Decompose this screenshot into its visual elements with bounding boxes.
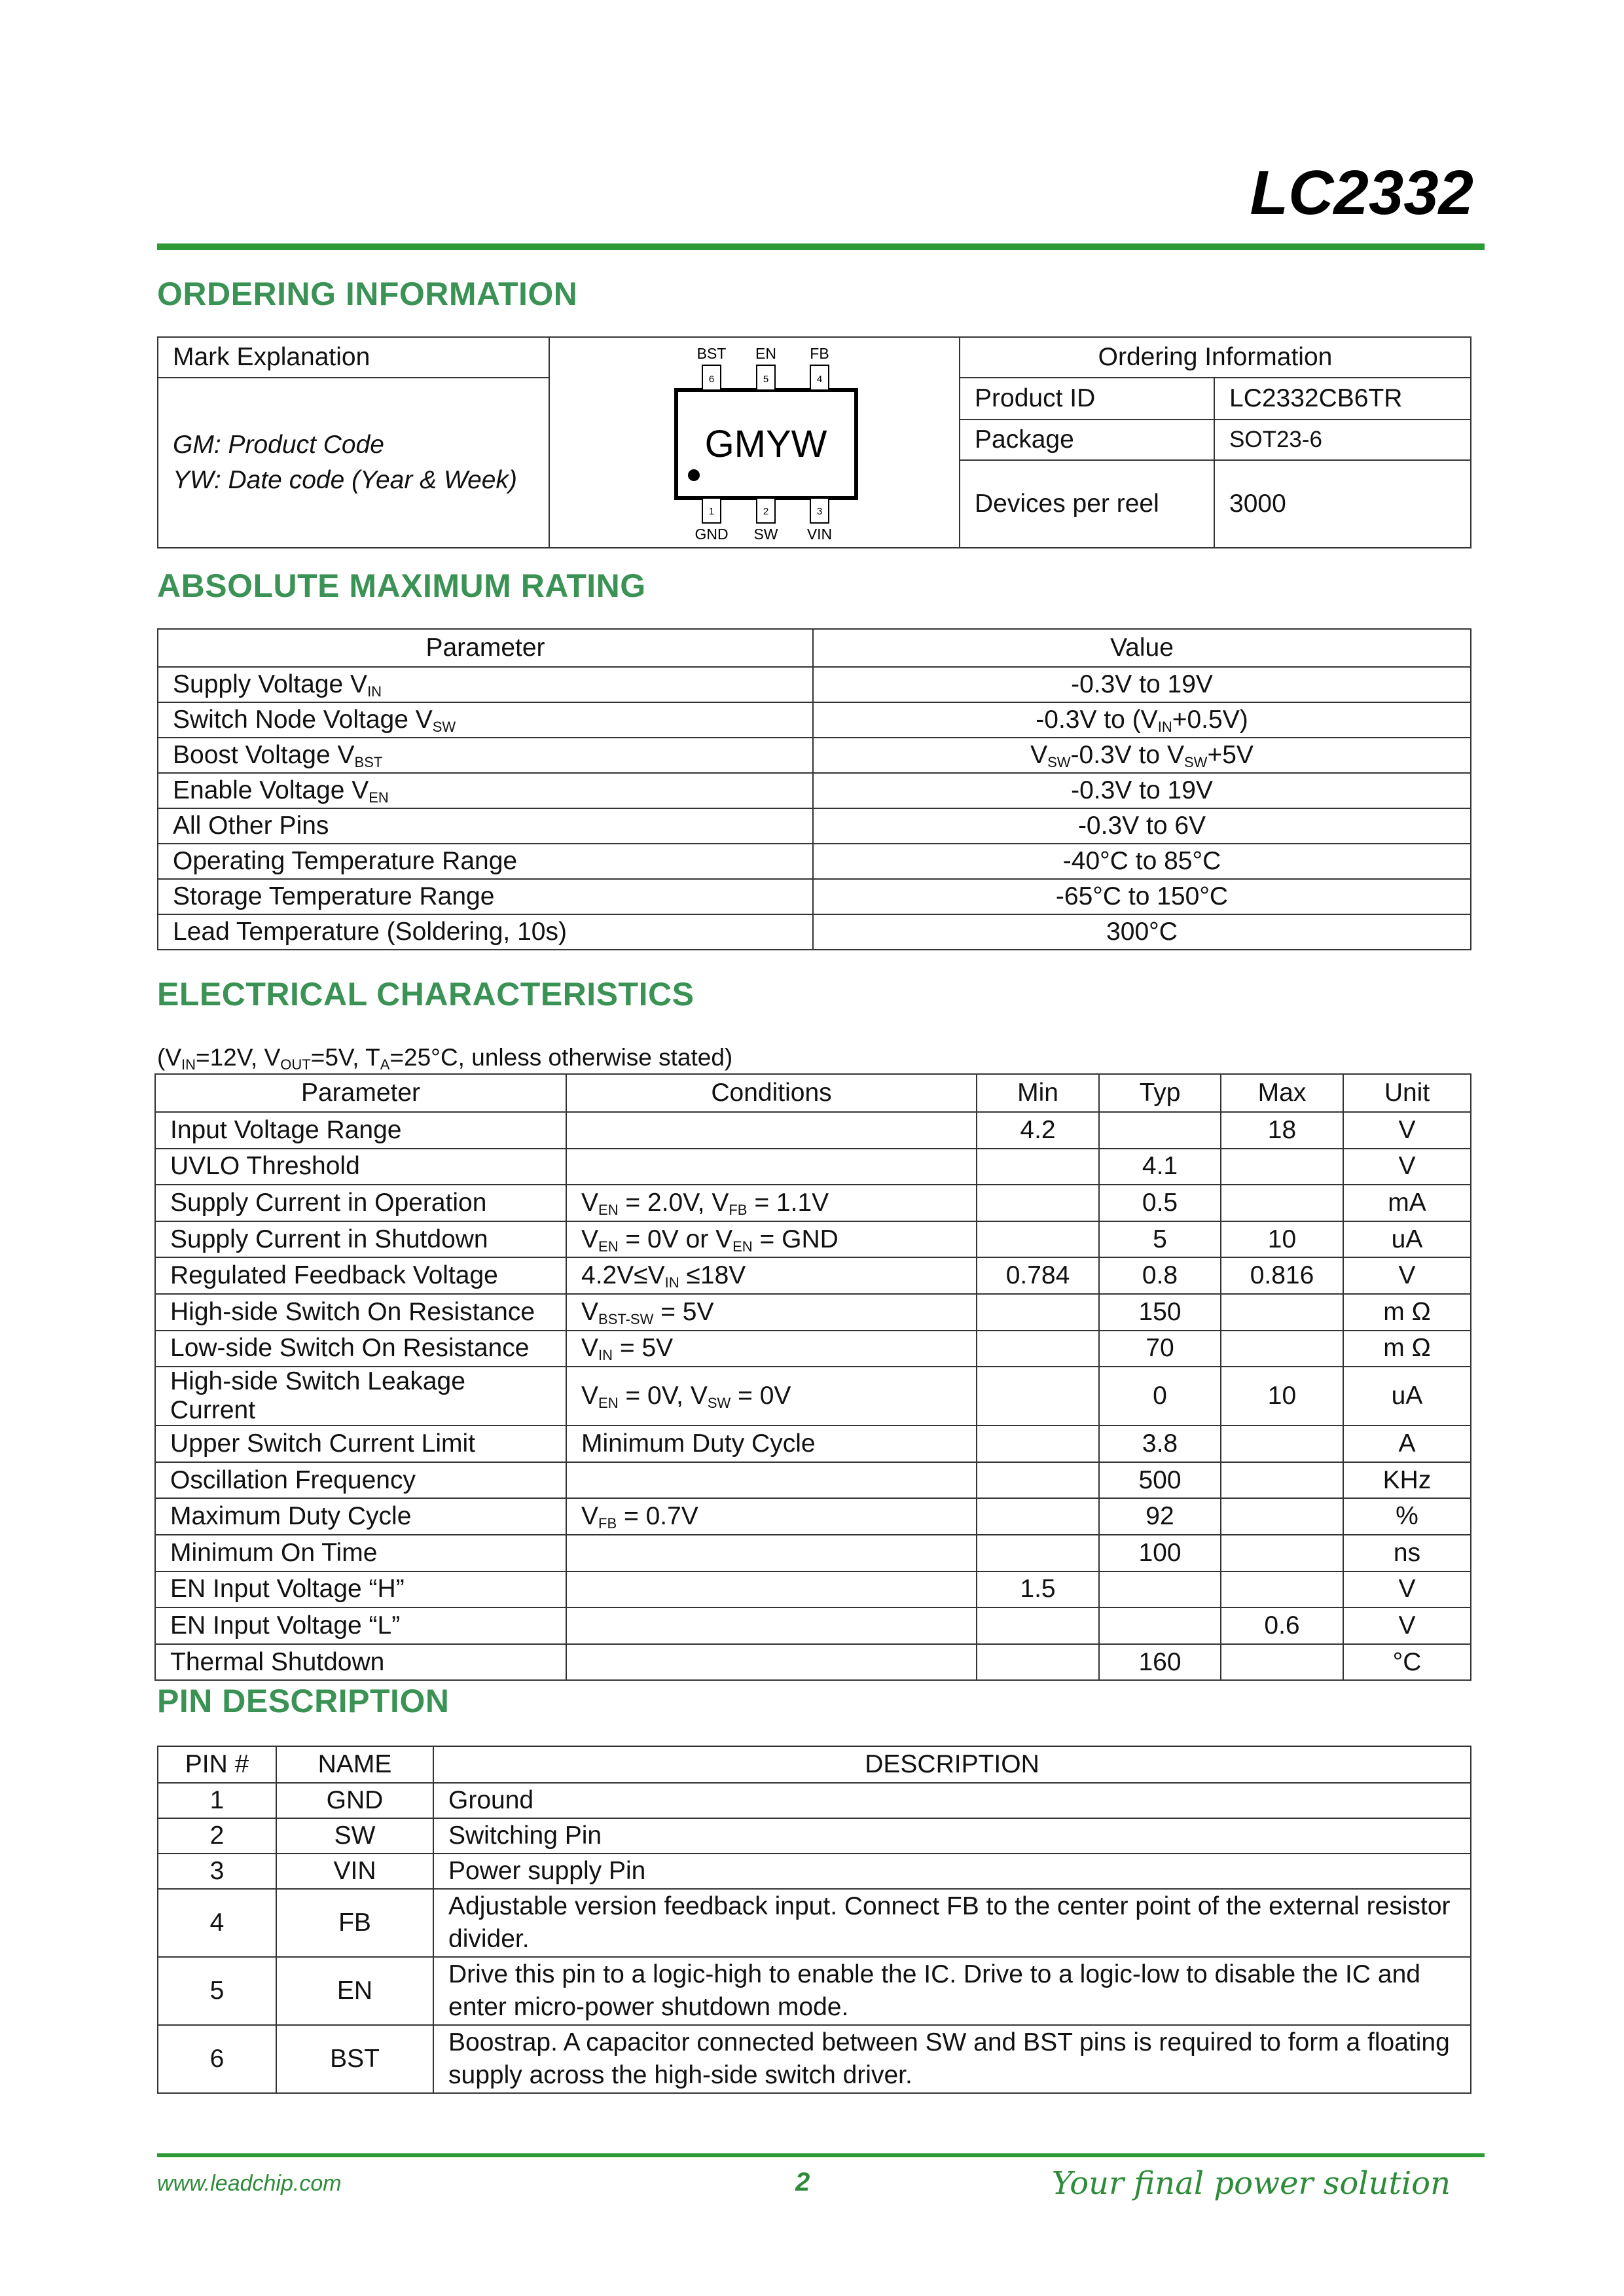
- ec-min: [977, 1607, 1099, 1644]
- page-number: 2: [795, 2168, 810, 2197]
- pin-name: EN: [276, 1957, 433, 2025]
- section-heading-pins: PIN DESCRIPTION: [157, 1683, 450, 1719]
- pin-description: Power supply Pin: [433, 1854, 1471, 1889]
- ec-unit: V: [1343, 1149, 1471, 1185]
- ec-unit: mA: [1343, 1185, 1471, 1221]
- amr-value: -0.3V to 6V: [813, 808, 1471, 844]
- pin-4-number: 4: [816, 374, 823, 385]
- ec-min: [977, 1462, 1099, 1499]
- ec-conditions: $V_{BST-SW} = 5V$: [566, 1294, 977, 1331]
- ec-unit: V: [1343, 1607, 1471, 1644]
- ec-param: EN Input Voltage “H”: [155, 1571, 566, 1608]
- ec-max: [1221, 1426, 1343, 1462]
- ec-conditions: [566, 1644, 977, 1681]
- ec-unit: V: [1343, 1112, 1471, 1149]
- mark-line-yw: YW: Date code (Year & Week): [173, 466, 517, 494]
- pin-number: 3: [158, 1854, 276, 1889]
- ec-param: Maximum Duty Cycle: [155, 1498, 566, 1535]
- ec-typ: 4.1: [1099, 1149, 1221, 1185]
- document-title: LC2332: [1250, 158, 1473, 228]
- ec-row: [155, 1367, 1471, 1426]
- pin-3-number: 3: [816, 506, 823, 517]
- pin-number: 5: [158, 1957, 276, 2025]
- amr-value: -0.3V to 19V: [813, 667, 1471, 702]
- pin-row: [158, 1818, 1471, 1854]
- ec-param: High-side Switch Leakage Current: [155, 1367, 566, 1426]
- pin-description: Switching Pin: [433, 1818, 1471, 1854]
- ec-param: Upper Switch Current Limit: [155, 1426, 566, 1462]
- amr-param: Storage Temperature Range: [158, 879, 813, 914]
- footer-rule: [157, 2153, 1485, 2157]
- ec-conditions: $V_{EN} = 2.0V$, $V_{FB} = 1.1V$: [566, 1185, 977, 1221]
- ec-unit: °C: [1343, 1644, 1471, 1681]
- pin-3-label: VIN: [806, 526, 833, 543]
- ec-conditions: $V_{EN} = 0V$, $V_{SW} = 0V$: [566, 1367, 977, 1426]
- ec-conditions: [566, 1571, 977, 1608]
- header-rule: [157, 243, 1485, 250]
- ec-conditions: Minimum Duty Cycle: [566, 1426, 977, 1462]
- ec-unit: %: [1343, 1498, 1471, 1535]
- pin-table: [157, 1746, 1471, 2094]
- amr-param: Supply Voltage $V_{IN}$: [158, 667, 813, 702]
- section-heading-ordering: ORDERING INFORMATION: [157, 276, 578, 312]
- ec-row: [155, 1462, 1471, 1499]
- pin-2-number: 2: [763, 506, 769, 517]
- ec-conditions: [566, 1112, 977, 1149]
- amr-param: Enable Voltage $V_{EN}$: [158, 773, 813, 808]
- pin-1-label: GND: [695, 526, 729, 543]
- ec-param: Regulated Feedback Voltage: [155, 1257, 566, 1294]
- ec-unit: m Ω: [1343, 1331, 1471, 1367]
- ec-param: High-side Switch On Resistance: [155, 1294, 566, 1331]
- ec-typ: [1099, 1607, 1221, 1644]
- ec-max: [1221, 1331, 1343, 1367]
- ec-unit: A: [1343, 1426, 1471, 1462]
- ec-row: [155, 1426, 1471, 1462]
- ec-max: 18: [1221, 1112, 1343, 1149]
- pin-number: 2: [158, 1818, 276, 1854]
- amr-col-value: Value: [813, 629, 1471, 667]
- pin-6-label: BST: [696, 345, 727, 362]
- amr-value: -65°C to 150°C: [813, 879, 1471, 914]
- ec-max: 0.816: [1221, 1257, 1343, 1294]
- ec-param: Low-side Switch On Resistance: [155, 1331, 566, 1367]
- ec-min: [977, 1294, 1099, 1331]
- pin-4-label: FB: [810, 345, 829, 362]
- section-heading-amr: ABSOLUTE MAXIMUM RATING: [157, 567, 646, 604]
- ec-max: [1221, 1294, 1343, 1331]
- ec-row: [155, 1112, 1471, 1149]
- ec-param: Oscillation Frequency: [155, 1462, 566, 1499]
- section-heading-ec: ELECTRICAL CHARACTERISTICS: [157, 976, 695, 1013]
- ec-max: [1221, 1462, 1343, 1499]
- ec-conditions: [566, 1149, 977, 1185]
- ec-typ: 150: [1099, 1294, 1221, 1331]
- pin-description: Ground: [433, 1783, 1471, 1818]
- amr-param: All Other Pins: [158, 808, 813, 844]
- pin-6-number: 6: [708, 374, 715, 385]
- ec-col-unit: Unit: [1343, 1074, 1471, 1112]
- ec-max: [1221, 1535, 1343, 1571]
- pin-number: 1: [158, 1783, 276, 1818]
- ec-max: 10: [1221, 1221, 1343, 1258]
- ec-typ: 92: [1099, 1498, 1221, 1535]
- amr-param: Boost Voltage $V_{BST}$: [158, 738, 813, 773]
- ec-min: [977, 1331, 1099, 1367]
- ec-max: [1221, 1644, 1343, 1681]
- ec-typ: 0.5: [1099, 1185, 1221, 1221]
- ec-col-conditions: Conditions: [566, 1074, 977, 1112]
- ec-param: UVLO Threshold: [155, 1149, 566, 1185]
- pin-name: BST: [276, 2025, 433, 2093]
- ec-row: [155, 1535, 1471, 1571]
- ec-unit: V: [1343, 1257, 1471, 1294]
- chip-diagram-cell: [549, 337, 960, 548]
- pin-1-number: 1: [708, 506, 715, 517]
- ec-col-max: Max: [1221, 1074, 1343, 1112]
- amr-value: 300°C: [813, 914, 1471, 950]
- ec-row: [155, 1149, 1471, 1185]
- pin-col-description: DESCRIPTION: [433, 1746, 1471, 1783]
- pin-row: [158, 2025, 1471, 2093]
- mark-explanation-body: [158, 378, 549, 548]
- ec-unit: uA: [1343, 1367, 1471, 1426]
- ec-min: 4.2: [977, 1112, 1099, 1149]
- ec-conditions: [566, 1462, 977, 1499]
- ec-max: 10: [1221, 1367, 1343, 1426]
- amr-value: -0.3V to $(V_{IN}+0.5V)$: [813, 702, 1471, 738]
- ec-conditions: $V_{IN} = 5V$: [566, 1331, 977, 1367]
- pin-col-name: NAME: [276, 1746, 433, 1783]
- pin-5-number: 5: [763, 374, 769, 385]
- ec-row: [155, 1498, 1471, 1535]
- sot23-chip-diagram: [550, 338, 958, 547]
- pin-name: SW: [276, 1818, 433, 1854]
- ordering-value-reel: 3000: [1214, 460, 1471, 548]
- pin-name: VIN: [276, 1854, 433, 1889]
- ec-col-typ: Typ: [1099, 1074, 1221, 1112]
- pin-number: 6: [158, 2025, 276, 2093]
- ordering-label-product-id: Product ID: [960, 378, 1214, 420]
- ec-param: Supply Current in Operation: [155, 1185, 566, 1221]
- mark-explanation-header: Mark Explanation: [158, 337, 549, 378]
- ec-min: [977, 1426, 1099, 1462]
- ec-unit: KHz: [1343, 1462, 1471, 1499]
- ec-row: [155, 1257, 1471, 1294]
- mark-line-gm: GM: Product Code: [173, 431, 384, 459]
- pin-name: GND: [276, 1783, 433, 1818]
- ordering-label-reel: Devices per reel: [960, 460, 1214, 548]
- ec-max: [1221, 1498, 1343, 1535]
- ordering-value-product-id: LC2332CB6TR: [1214, 378, 1471, 420]
- ec-typ: 160: [1099, 1644, 1221, 1681]
- ec-typ: 3.8: [1099, 1426, 1221, 1462]
- ec-param: Input Voltage Range: [155, 1112, 566, 1149]
- footer-slogan: Your final power solution: [1051, 2165, 1451, 2202]
- ec-min: [977, 1367, 1099, 1426]
- pin-name: FB: [276, 1889, 433, 1957]
- ec-conditions: $4.2V\le V_{IN} \le 18V$: [566, 1257, 977, 1294]
- pin-row: [158, 1889, 1471, 1957]
- ec-conditions-note: ($V_{IN}=12V$, $V_{OUT}=5V$, $T_A=25^\circ C$, unless otherwise stated): [157, 1044, 733, 1073]
- ec-table-body: [155, 1112, 1471, 1680]
- ec-typ: 5: [1099, 1221, 1221, 1258]
- ec-col-min: Min: [977, 1074, 1099, 1112]
- ec-row: [155, 1185, 1471, 1221]
- ec-unit: ns: [1343, 1535, 1471, 1571]
- ordering-table: [157, 336, 1471, 548]
- ec-min: [977, 1535, 1099, 1571]
- pin-5-label: EN: [755, 345, 776, 362]
- pin-row: [158, 1783, 1471, 1818]
- ec-typ: 100: [1099, 1535, 1221, 1571]
- footer-website-link[interactable]: www.leadchip.com: [157, 2171, 342, 2196]
- pin-description: Adjustable version feedback input. Connect FB to the center point of the external resistor divider.: [433, 1889, 1471, 1957]
- ec-max: [1221, 1185, 1343, 1221]
- ec-table: [154, 1073, 1471, 1681]
- ec-unit: V: [1343, 1571, 1471, 1608]
- ec-row: [155, 1607, 1471, 1644]
- ec-min: 0.784: [977, 1257, 1099, 1294]
- amr-param: Switch Node Voltage $V_{SW}$: [158, 702, 813, 738]
- ec-param: Minimum On Time: [155, 1535, 566, 1571]
- ec-typ: [1099, 1112, 1221, 1149]
- pin-col-number: PIN #: [158, 1746, 276, 1783]
- ec-row: [155, 1644, 1471, 1681]
- pin-row: [158, 1957, 1471, 2025]
- ec-min: [977, 1221, 1099, 1258]
- pin-2-label: SW: [753, 526, 778, 543]
- pin1-dot: [688, 469, 700, 481]
- ordering-label-package: Package: [960, 420, 1214, 460]
- ec-min: [977, 1185, 1099, 1221]
- pin-description: Boostrap. A capacitor connected between SW and BST pins is required to form a floating supply across the high-side switch driver.: [433, 2025, 1471, 2093]
- amr-value: -40°C to 85°C: [813, 844, 1471, 879]
- amr-value: $V_{SW}-0.3V$ to $V_{SW}+5V$: [813, 738, 1471, 773]
- pin-number: 4: [158, 1889, 276, 1957]
- ec-conditions: [566, 1607, 977, 1644]
- ec-conditions: $V_{FB} = 0.7V$: [566, 1498, 977, 1535]
- amr-param: Lead Temperature (Soldering, 10s): [158, 914, 813, 950]
- amr-value: -0.3V to 19V: [813, 773, 1471, 808]
- ec-col-parameter: Parameter: [155, 1074, 566, 1112]
- ec-unit: m Ω: [1343, 1294, 1471, 1331]
- pin-table-body: [158, 1783, 1471, 2093]
- chip-marking: GMYW: [704, 423, 827, 465]
- ec-min: [977, 1644, 1099, 1681]
- ec-typ: [1099, 1571, 1221, 1608]
- amr-col-parameter: Parameter: [158, 629, 813, 667]
- ec-max: [1221, 1149, 1343, 1185]
- ordering-value-package: SOT23-6: [1214, 420, 1471, 460]
- ordering-info-header: Ordering Information: [960, 337, 1471, 378]
- ec-typ: 0.8: [1099, 1257, 1221, 1294]
- ec-max: [1221, 1571, 1343, 1608]
- ec-param: Thermal Shutdown: [155, 1644, 566, 1681]
- ec-row: [155, 1221, 1471, 1258]
- ec-max: 0.6: [1221, 1607, 1343, 1644]
- amr-param: Operating Temperature Range: [158, 844, 813, 879]
- ec-min: [977, 1498, 1099, 1535]
- ec-param: Supply Current in Shutdown: [155, 1221, 566, 1258]
- ec-typ: 500: [1099, 1462, 1221, 1499]
- ec-row: [155, 1331, 1471, 1367]
- ec-param: EN Input Voltage “L”: [155, 1607, 566, 1644]
- ec-typ: 0: [1099, 1367, 1221, 1426]
- pin-row: [158, 1854, 1471, 1889]
- amr-table: [157, 628, 1471, 950]
- ec-conditions: [566, 1535, 977, 1571]
- ec-typ: 70: [1099, 1331, 1221, 1367]
- pin-description: Drive this pin to a logic-high to enable the IC. Drive to a logic-low to disable the IC and enter micro-power shutdown mode.: [433, 1957, 1471, 2025]
- ec-row: [155, 1571, 1471, 1608]
- ec-min: 1.5: [977, 1571, 1099, 1608]
- ec-conditions: $V_{EN} = 0V$ or $V_{EN}$ = GND: [566, 1221, 977, 1258]
- ec-unit: uA: [1343, 1221, 1471, 1258]
- ec-min: [977, 1149, 1099, 1185]
- ec-row: [155, 1294, 1471, 1331]
